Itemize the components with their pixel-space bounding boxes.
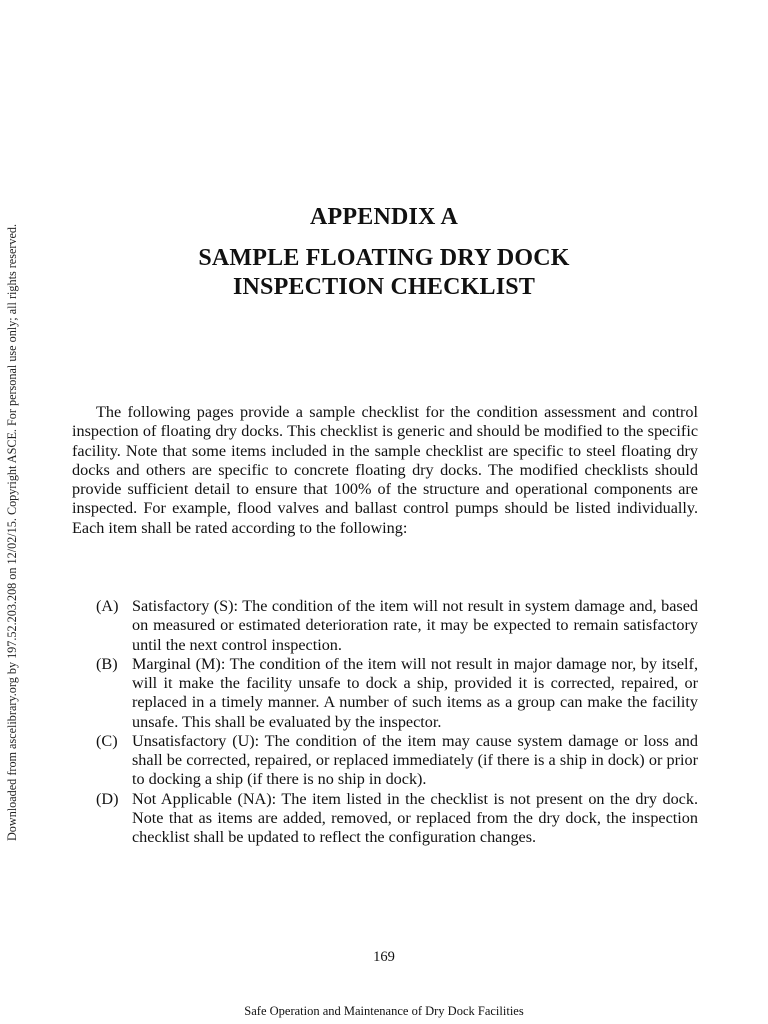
download-notice: Downloaded from ascelibrary.org by 197.52.203.208 on 12/02/15. Copyright ASCE. For personal use only; all rights reserved. [5,223,19,841]
rating-description: Satisfactory (S): The condition of the item will not result in system damage and, based on measured or estimated deterioration rate, it may be expected to remain satisfactory until the next control inspection. [132,597,698,654]
checklist-title-line-2: INSPECTION CHECKLIST [232,273,536,300]
rating-description: Marginal (M): The condition of the item will not result in major damage nor, by itself, will it make the facility unsafe to dock a ship, provided it is corrected, repaired, or replaced in a timely manner. A number of such items as a group can make the facility unsafe. This shall be evaluated by the inspector. [132,654,698,731]
appendix-heading: APPENDIX A [309,204,458,231]
rating-marker: (D) [96,789,119,808]
checklist-title-line-1: SAMPLE FLOATING DRY DOCK [198,244,570,271]
running-footer: Safe Operation and Maintenance of Dry Dock Facilities [244,1004,524,1018]
rating-marker: (C) [96,731,118,750]
rating-item-unsatisfactory [96,732,698,790]
rating-description: Unsatisfactory (U): The condition of the item may cause system damage or loss and shall be corrected, repaired, or replaced immediately (if there is a ship in dock) or prior to docking a ship (if there is no ship in dock). [132,731,698,789]
rating-item-not-applicable [96,790,698,848]
rating-item-satisfactory [96,597,698,655]
page-number: 169 [373,949,395,965]
intro-paragraph: The following pages provide a sample checklist for the condition assessment and control inspection of floating dry docks. This checklist is generic and should be modified to the specific facility. Note that some items included in the sample checklist are specific to steel floating dry docks and others are specific to concrete floating dry docks. The modified checklists should provide sufficient detail to ensure that 100% of the structure and operational components are inspected. For example, flood valves and ballast control pumps should be listed individually. Each item shall be rated according to the following: [72,403,698,537]
rating-description: Not Applicable (NA): The item listed in the checklist is not present on the dry dock. Note that as items are added, removed, or replaced from the dry dock, the inspection checklist shall be updated to reflect the configuration changes. [132,789,698,846]
checklist-title [0,244,768,302]
rating-marker: (A) [96,597,119,615]
rating-list [96,597,698,847]
rating-marker: (B) [96,654,118,673]
rating-item-marginal [96,655,698,732]
